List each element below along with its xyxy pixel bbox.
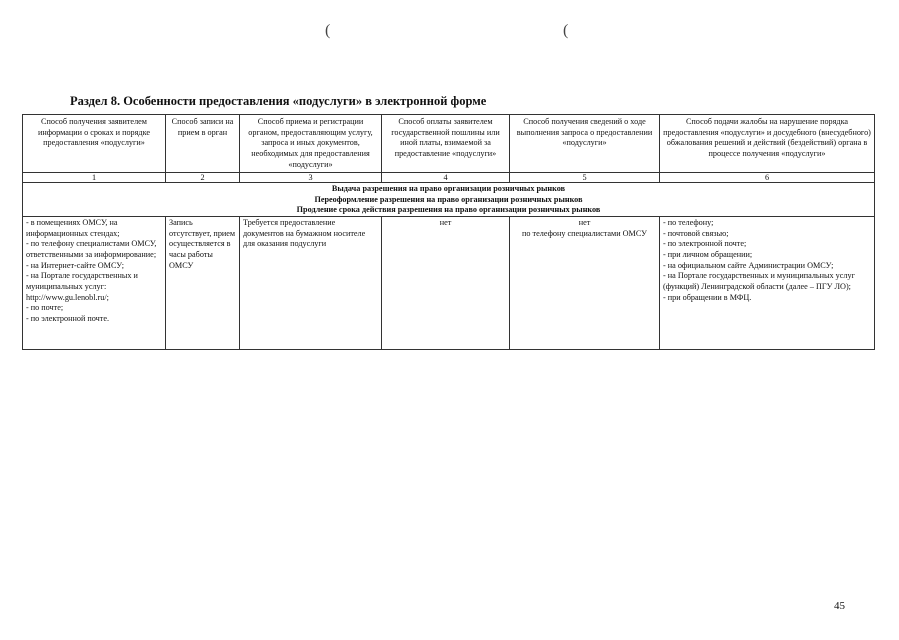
subsection-title: Переоформление разрешения на право организации розничных рынков — [314, 194, 583, 204]
list-item: - в помещениях ОМСУ, на информационных стендах; — [26, 218, 120, 238]
list-item: - по телефону; — [663, 218, 714, 228]
info-methods-cell — [23, 217, 166, 350]
subsection-title: Продление срока действия разрешения на право организации розничных рынков — [296, 204, 601, 214]
submission-cell: Требуется предоставление документов на бумажном носителе для оказания подуслуги — [240, 217, 382, 350]
list-item: - почтовой связью; — [663, 228, 729, 238]
column-number-row — [23, 173, 875, 183]
column-number: 1 — [23, 173, 166, 183]
list-item: - на Интернет-сайте ОМСУ; — [26, 260, 125, 270]
header-cell-2: Способ записи на прием в орган — [166, 115, 240, 173]
list-item: - при обращении в МФЦ. — [663, 292, 752, 302]
subsection-title: Выдача разрешения на право организации розничных рынков — [331, 184, 566, 194]
section-title: Раздел 8. Особенности предоставления «подуслуги» в электронной форме — [70, 94, 487, 108]
appointment-cell: Запись отсутствует, прием осуществляется в часы работы ОМСУ — [166, 217, 240, 350]
status-info-line: по телефону специалистами ОМСУ — [522, 228, 647, 238]
status-info-line: нет — [578, 218, 591, 228]
list-item: - по почте; — [26, 303, 64, 313]
list-item: - по электронной почте; — [663, 239, 747, 249]
list-item: - на Портале государственных и муниципальных услуг (функций) Ленинградской области (далее – ПГУ ЛО); — [663, 271, 855, 291]
header-row — [23, 115, 875, 173]
subsection-titles — [23, 183, 875, 217]
header-cell-6: Способ подачи жалобы на нарушение порядка предоставления «подуслуги» и досудебного (внесудебного) обжалования решений и действий (бездействий) органа в процессе получения «подуслуги» — [660, 115, 875, 173]
table-row — [23, 217, 875, 350]
payment-cell: нет — [382, 217, 510, 350]
header-cell-1: Способ получения заявителем информации о сроках и порядке предоставления «подуслуги» — [23, 115, 166, 173]
list-item: - по телефону специалистами ОМСУ, ответственными за информирование; — [26, 239, 157, 260]
page-number: 45 — [834, 600, 845, 612]
scan-mark-right: ( — [563, 22, 569, 39]
header-cell-3: Способ приема и регистрации органом, предоставляющим услугу, запроса и иных документов, необходимых для предоставления «подуслуги» — [240, 115, 382, 173]
column-number: 4 — [382, 173, 510, 183]
list-item: - на Портале государственных и муниципальных услуг: http://www.gu.lenobl.ru/; — [26, 271, 138, 302]
list-item: - на официальном сайте Администрации ОМСУ; — [663, 260, 834, 270]
status-info-cell — [510, 217, 660, 350]
list-item: - по электронной почте. — [26, 313, 110, 323]
column-number: 5 — [510, 173, 660, 183]
column-number: 3 — [240, 173, 382, 183]
column-number: 6 — [660, 173, 875, 183]
scan-mark-left: ( — [325, 22, 331, 39]
complaint-methods-cell — [660, 217, 875, 350]
services-table — [22, 114, 875, 350]
header-cell-5: Способ получения сведений о ходе выполнения запроса о предоставлении «подуслуги» — [510, 115, 660, 173]
subsection-row — [23, 183, 875, 217]
column-number: 2 — [166, 173, 240, 183]
header-cell-4: Способ оплаты заявителем государственной пошлины или иной платы, взимаемой за предоставление «подуслуги» — [382, 115, 510, 173]
list-item: - при личном обращении; — [663, 250, 753, 260]
